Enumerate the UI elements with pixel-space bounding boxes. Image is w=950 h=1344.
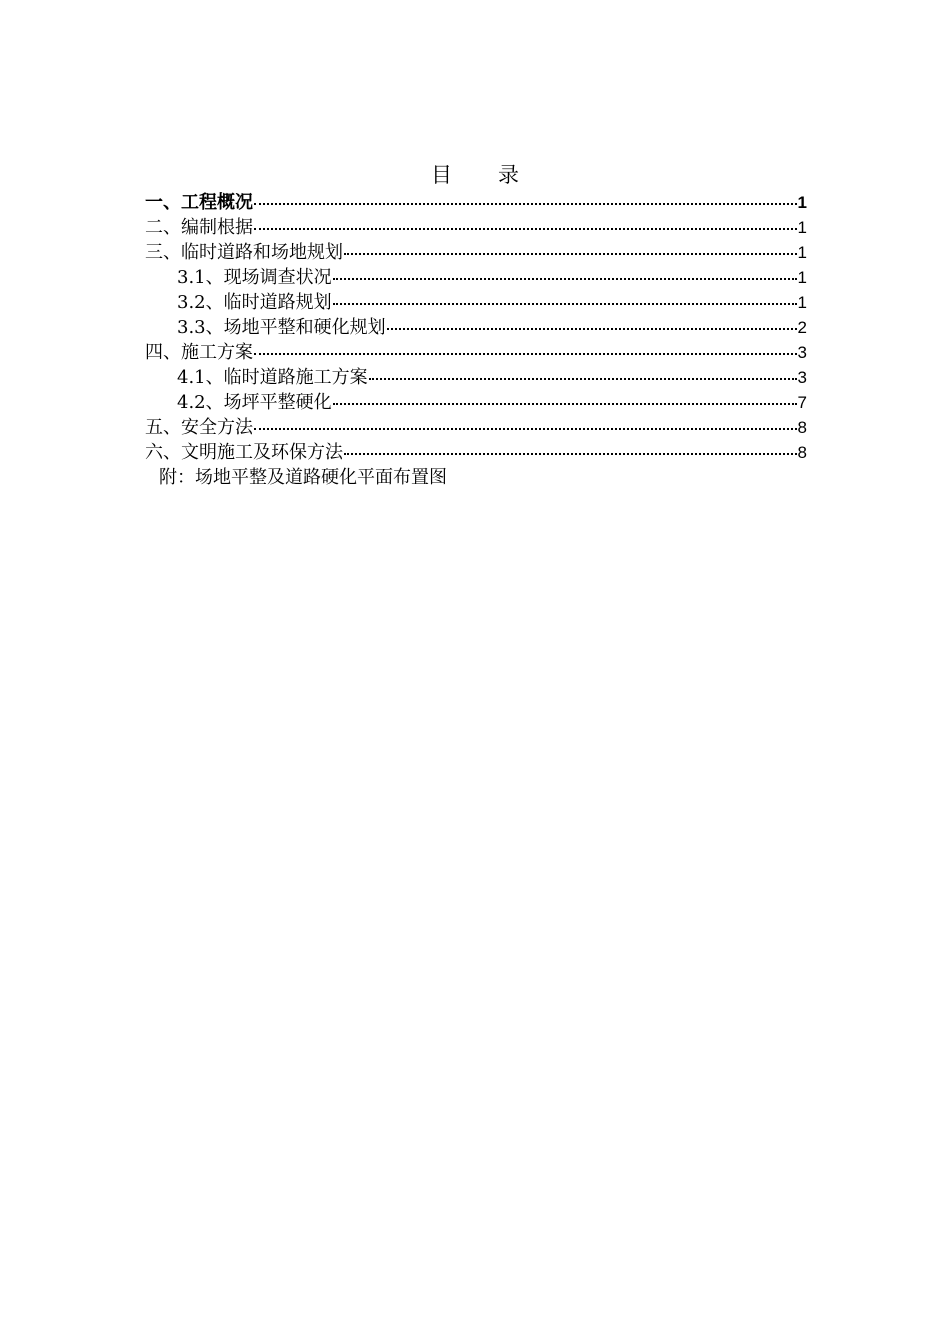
toc-title xyxy=(0,160,950,190)
toc-entry-page: 1 xyxy=(797,193,807,212)
toc-entry-label: 二、编制根据 xyxy=(145,217,253,238)
toc-entry-page: 1 xyxy=(797,293,807,312)
toc-entry[interactable] xyxy=(145,240,807,265)
toc-entry[interactable] xyxy=(145,340,807,365)
toc-entry-label: 三、临时道路和场地规划 xyxy=(145,242,343,263)
toc-subentry[interactable] xyxy=(145,390,807,415)
toc-entry-page: 1 xyxy=(797,243,807,262)
toc-subentry[interactable] xyxy=(145,265,807,290)
toc-leader-dots xyxy=(254,353,797,355)
toc-entry[interactable] xyxy=(145,215,807,240)
toc-leader-dots xyxy=(369,378,797,380)
toc-entry-page: 1 xyxy=(797,218,807,237)
toc-entry-page: 7 xyxy=(797,393,807,412)
toc-entry-page: 3 xyxy=(797,343,807,362)
toc-entry-label: 六、文明施工及环保方法 xyxy=(145,442,343,463)
toc-leader-dots xyxy=(333,303,797,305)
toc-entry-label: 四、施工方案 xyxy=(145,342,253,363)
toc-leader-dots xyxy=(344,453,797,455)
toc-entry[interactable] xyxy=(145,415,807,440)
toc-leader-dots xyxy=(254,428,797,430)
toc-entry[interactable] xyxy=(145,440,807,465)
toc-entry-page: 3 xyxy=(797,368,807,387)
toc-leader-dots xyxy=(254,228,797,230)
table-of-contents xyxy=(145,190,807,491)
toc-subentry[interactable] xyxy=(145,290,807,315)
toc-subentry[interactable] xyxy=(145,365,807,390)
toc-entry-label: 3.3、场地平整和硬化规划 xyxy=(177,317,386,338)
toc-entry-page: 8 xyxy=(797,443,807,462)
toc-leader-dots xyxy=(344,253,797,255)
toc-title-part2: 录 xyxy=(498,163,519,187)
toc-entry-label: 五、安全方法 xyxy=(145,417,253,438)
toc-entry-label: 3.1、现场调查状况 xyxy=(177,267,332,288)
toc-leader-dots xyxy=(333,403,797,405)
toc-entry-label: 4.1、临时道路施工方案 xyxy=(177,367,368,388)
toc-leader-dots xyxy=(254,203,797,205)
toc-entry[interactable] xyxy=(145,190,807,215)
toc-subentry[interactable] xyxy=(145,315,807,340)
toc-entry-page: 2 xyxy=(797,318,807,337)
appendix-note: 附：场地平整及道路硬化平面布置图 xyxy=(159,467,447,488)
toc-entry-label: 一、工程概况 xyxy=(145,192,253,213)
toc-entry-page: 8 xyxy=(797,418,807,437)
toc-leader-dots xyxy=(387,328,797,330)
toc-entry-page: 1 xyxy=(797,268,807,287)
toc-title-part1: 目 xyxy=(431,163,452,187)
toc-entry-label: 4.2、场坪平整硬化 xyxy=(177,392,332,413)
toc-entry-label: 3.2、临时道路规划 xyxy=(177,292,332,313)
toc-leader-dots xyxy=(333,278,797,280)
